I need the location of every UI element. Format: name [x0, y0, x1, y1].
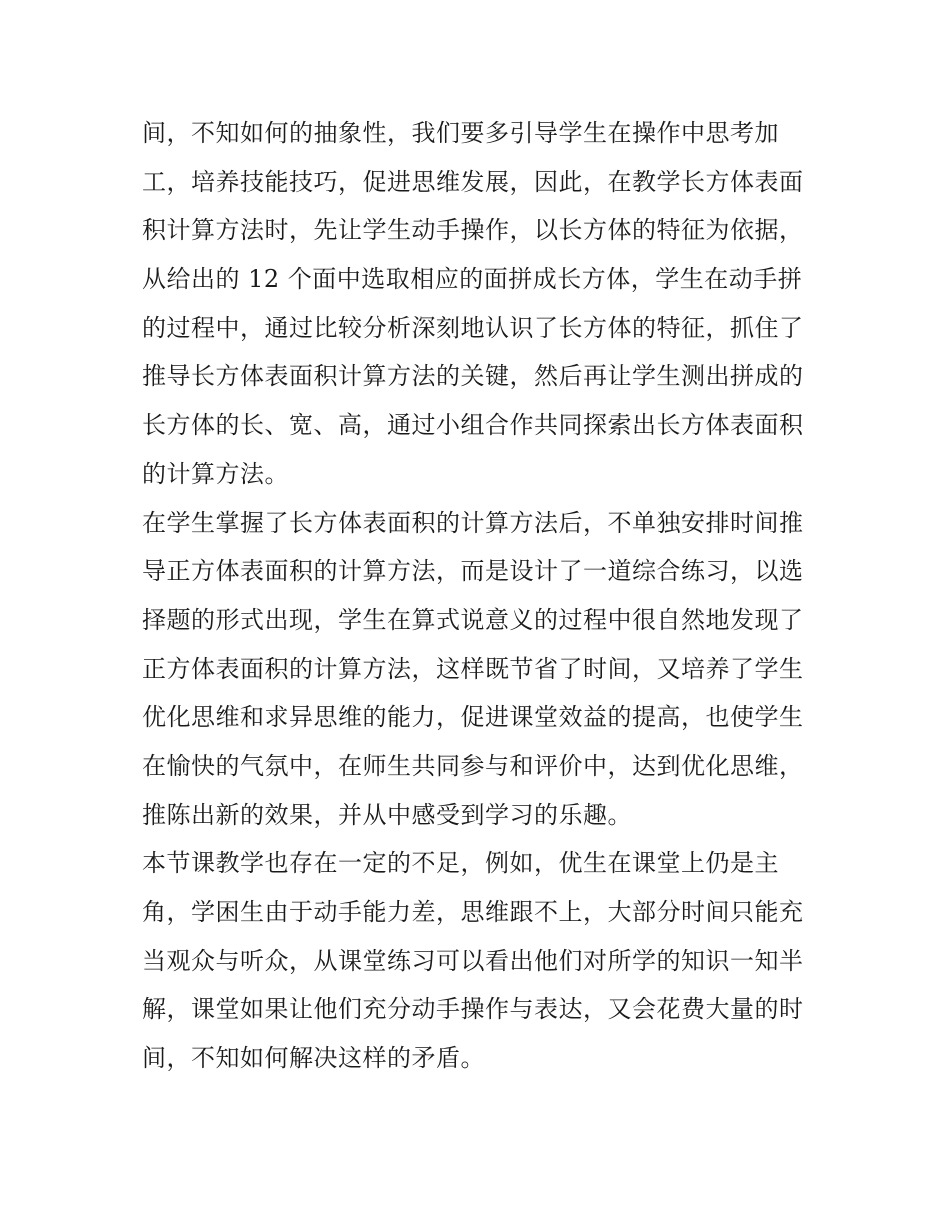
- text-line: 本节课教学也存在一定的不足，例如，优生在课堂上仍是主: [142, 849, 779, 878]
- text-line: 当观众与听众，从课堂练习可以看出他们对所学的知识一知半: [142, 946, 804, 975]
- text-line: 的计算方法。: [142, 459, 289, 488]
- text-line: 正方体表面积的计算方法，这样既节省了时间，又培养了学生: [142, 654, 804, 683]
- text-line: 解，课堂如果让他们充分动手操作与表达，又会花费大量的时: [142, 995, 804, 1024]
- text-line: 导正方体表面积的计算方法，而是设计了一道综合练习，以选: [142, 557, 804, 586]
- text-line: 优化思维和求异思维的能力，促进课堂效益的提高，也使学生: [142, 703, 804, 732]
- text-line: 间，不知如何解决这样的矛盾。: [142, 1044, 485, 1073]
- text-line: 在愉快的气氛中，在师生共同参与和评价中，达到优化思维，: [142, 751, 804, 780]
- text-line: 间，不知如何的抽象性，我们要多引导学生在操作中思考加: [142, 119, 779, 147]
- text-line: 长方体的长、宽、高，通过小组合作共同探索出长方体表面积: [142, 411, 804, 440]
- text-line: 推陈出新的效果，并从中感受到学习的乐趣。: [142, 800, 632, 829]
- document-body: [142, 109, 822, 1083]
- text-line: 积计算方法时，先让学生动手操作，以长方体的特征为依据，: [142, 216, 804, 245]
- text-line: 从给出的 12 个面中选取相应的面拼成长方体，学生在动手拼: [142, 265, 803, 294]
- text-line: 工，培养技能技巧，促进思维发展，因此，在教学长方体表面: [142, 167, 804, 196]
- text-line: 推导长方体表面积计算方法的关键，然后再让学生测出拼成的: [142, 362, 804, 391]
- text-line: 角，学困生由于动手能力差，思维跟不上，大部分时间只能充: [142, 898, 804, 926]
- text-line: 在学生掌握了长方体表面积的计算方法后，不单独安排时间推: [142, 508, 804, 537]
- text-line: 择题的形式出现，学生在算式说意义的过程中很自然地发现了: [142, 605, 804, 634]
- text-line: 的过程中，通过比较分析深刻地认识了长方体的特征，抓住了: [142, 313, 804, 342]
